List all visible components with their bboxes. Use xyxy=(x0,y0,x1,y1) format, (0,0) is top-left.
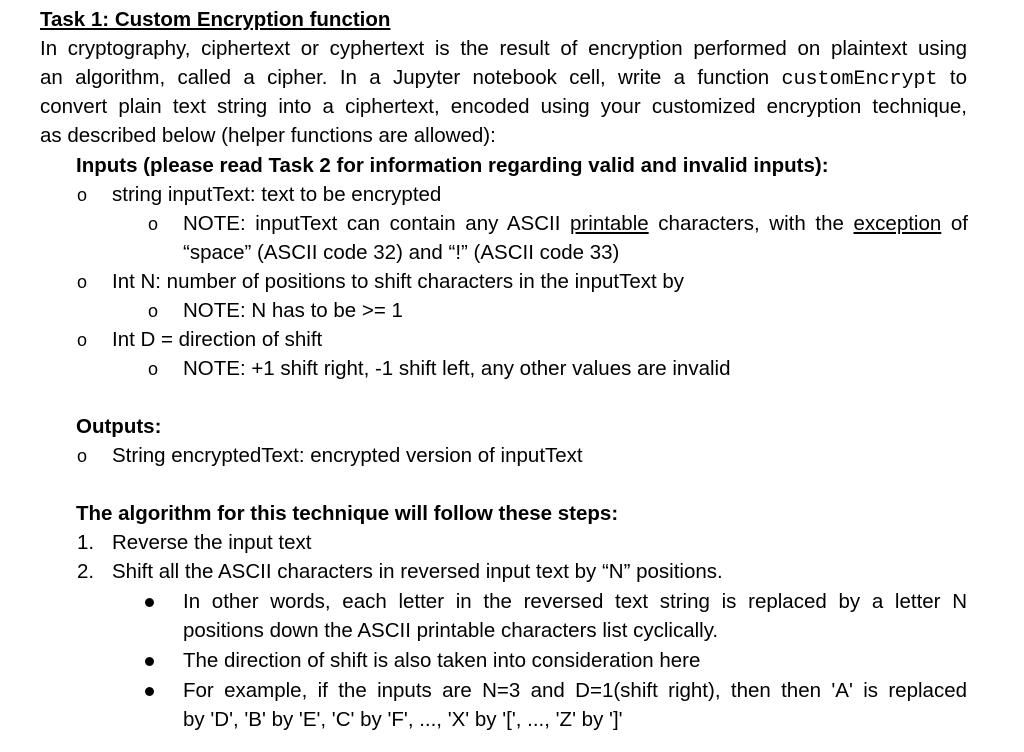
inputs-heading: Inputs (please read Task 2 for information regarding valid and invalid inputs): xyxy=(76,154,829,177)
input-item-d: Int D = direction of shift xyxy=(112,328,323,351)
input-text-note-line-1 xyxy=(183,211,968,237)
note-text: NOTE: inputText can contain any ASCII xyxy=(183,212,561,235)
bullet-o-icon: o xyxy=(77,185,88,205)
note-text: characters, with the xyxy=(658,212,844,235)
intro-line-1: In cryptography, ciphertext or cyphertext is the result of encryption performed on plaintext using xyxy=(40,37,967,60)
step-2-number: 2. xyxy=(77,560,95,583)
bullet-1-line-1: In other words, each letter in the reversed text string is replaced by a letter N xyxy=(183,590,967,613)
intro-line-2 xyxy=(40,65,967,93)
intro-line-2-end: to xyxy=(949,66,967,89)
note-text: of xyxy=(950,212,969,235)
outputs-heading: Outputs: xyxy=(76,415,162,438)
underlined-word-exception: exception xyxy=(853,212,942,235)
algorithm-heading: The algorithm for this technique will follow these steps: xyxy=(76,502,619,525)
intro-line-3: convert plain text string into a ciphertext, encoded using your customized encryption technique, xyxy=(40,95,967,118)
intro-line-4: as described below (helper functions are allowed): xyxy=(40,124,496,147)
bullet-o-icon: o xyxy=(77,446,88,466)
bullet-o-icon: o xyxy=(148,359,159,379)
intro-line-2-text: an algorithm, called a cipher. In a Jupyter notebook cell, write a function xyxy=(40,66,770,89)
bullet-3-line-2: by 'D', 'B' by 'E', 'C' by 'F', ..., 'X' by '[', ..., 'Z' by ']' xyxy=(183,708,623,731)
bullet-3-line-1: For example, if the inputs are N=3 and D=1(shift right), then then 'A' is replaced xyxy=(183,679,967,702)
step-2-text: Shift all the ASCII characters in reversed input text by “N” positions. xyxy=(112,560,723,583)
output-item: String encryptedText: encrypted version of inputText xyxy=(112,444,583,467)
page-title: Task 1: Custom Encryption function xyxy=(40,8,391,31)
bullet-2-text: The direction of shift is also taken into consideration here xyxy=(183,649,701,672)
underlined-word-printable: printable xyxy=(570,212,649,235)
input-text-note-line-2: “space” (ASCII code 32) and “!” (ASCII code 33) xyxy=(183,241,620,264)
input-item-n: Int N: number of positions to shift characters in the inputText by xyxy=(112,270,685,293)
input-n-note: NOTE: N has to be >= 1 xyxy=(183,299,403,322)
bullet-o-icon: o xyxy=(77,272,88,292)
bullet-dot-icon xyxy=(145,687,154,696)
step-1-number: 1. xyxy=(77,531,95,554)
bullet-dot-icon xyxy=(145,598,154,607)
function-name-code: customEncrypt xyxy=(781,68,938,91)
input-d-note: NOTE: +1 shift right, -1 shift left, any other values are invalid xyxy=(183,357,731,380)
bullet-o-icon: o xyxy=(77,330,88,350)
bullet-dot-icon xyxy=(145,657,154,666)
bullet-o-icon: o xyxy=(148,214,159,234)
bullet-o-icon: o xyxy=(148,301,159,321)
step-1-text: Reverse the input text xyxy=(112,531,312,554)
input-item-text: string inputText: text to be encrypted xyxy=(112,183,442,206)
bullet-1-line-2: positions down the ASCII printable characters list cyclically. xyxy=(183,619,719,642)
